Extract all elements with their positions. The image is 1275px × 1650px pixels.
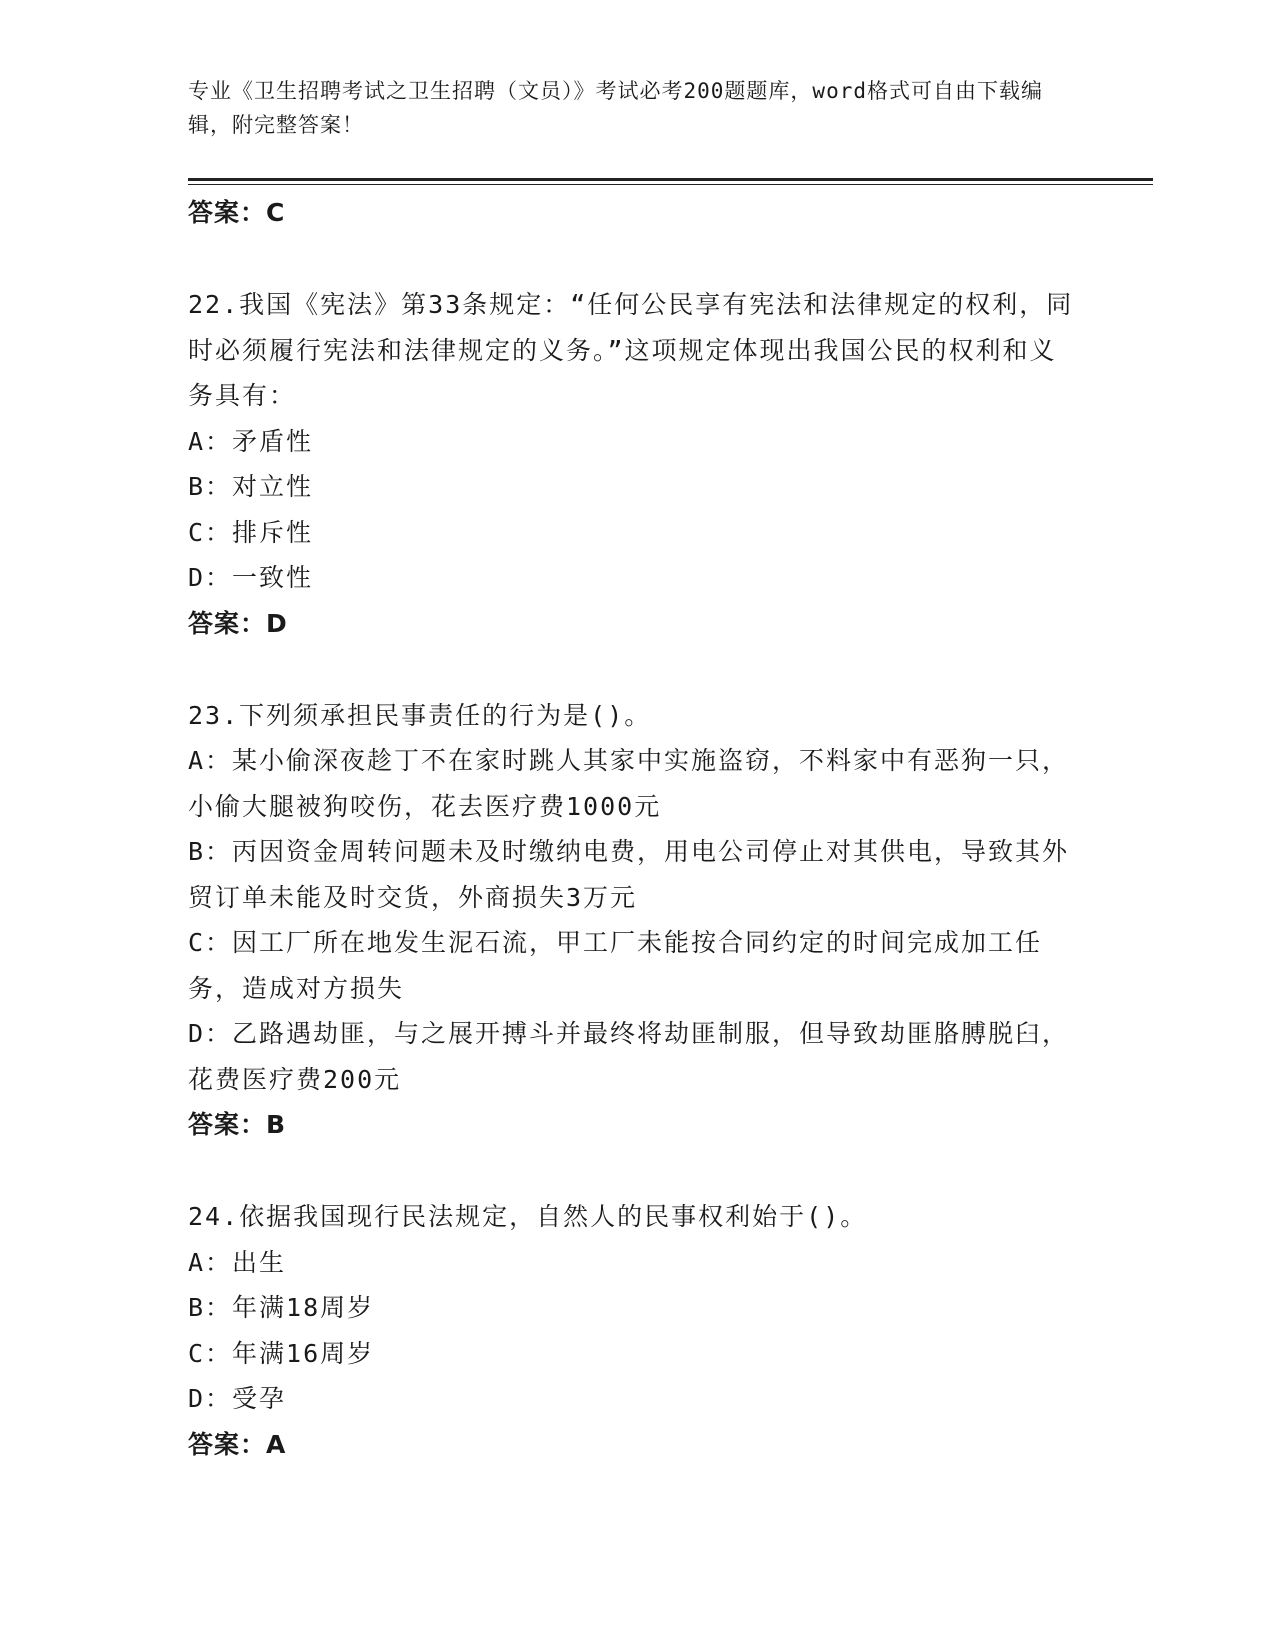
- option-d: D：一致性: [188, 563, 314, 592]
- header-rule-thin: [188, 184, 1153, 185]
- question-22: [188, 282, 1078, 647]
- question-24: [188, 1194, 1078, 1468]
- option-a: A：矛盾性: [188, 426, 314, 456]
- option-b: B：对立性: [188, 472, 314, 501]
- answer-line: 答案：C: [188, 198, 286, 227]
- answer-line: 答案：A: [188, 1429, 287, 1459]
- option-d: D：乙路遇劫匪，与之展开搏斗并最终将劫匪制服，但导致劫匪胳膊脱臼，花费医疗费200元: [188, 1019, 1070, 1094]
- question-stem: 24.依据我国现行民法规定，自然人的民事权利始于()。: [188, 1202, 868, 1231]
- option-b: B：丙因资金周转问题未及时缴纳电费，用电公司停止对其供电，导致其外贸订单未能及时交货，外商损失3万元: [188, 837, 1070, 912]
- option-c: C：排斥性: [188, 517, 314, 547]
- question-stem: 23.下列须承担民事责任的行为是()。: [188, 700, 652, 730]
- option-d: D：受孕: [188, 1384, 287, 1413]
- header-rule-thick: [188, 178, 1153, 181]
- document-header: 专业《卫生招聘考试之卫生招聘（文员）》考试必考200题题库，word格式可自由下载编辑，附完整答案！: [188, 79, 1043, 137]
- question-23: [188, 693, 1078, 1149]
- answer-line: 答案：D: [188, 608, 288, 638]
- option-a: A：某小偷深夜趁丁不在家时跳人其家中实施盗窃，不料家中有恶狗一只，小偷大腿被狗咬伤，花去医疗费1000元: [188, 746, 1070, 821]
- option-c: C：因工厂所在地发生泥石流，甲工厂未能按合同约定的时间完成加工任务，造成对方损失: [188, 928, 1043, 1003]
- option-c: C：年满16周岁: [188, 1338, 375, 1368]
- question-content: [188, 190, 1078, 1468]
- option-a: A：出生: [188, 1247, 287, 1277]
- answer-line: 答案：B: [188, 1110, 287, 1139]
- question-stem: 22.我国《宪法》第33条规定：“任何公民享有宪法和法律规定的权利，同时必须履行宪法和法律规定的义务。”这项规定体现出我国公民的权利和义务具有：: [188, 290, 1074, 410]
- option-b: B：年满18周岁: [188, 1293, 375, 1322]
